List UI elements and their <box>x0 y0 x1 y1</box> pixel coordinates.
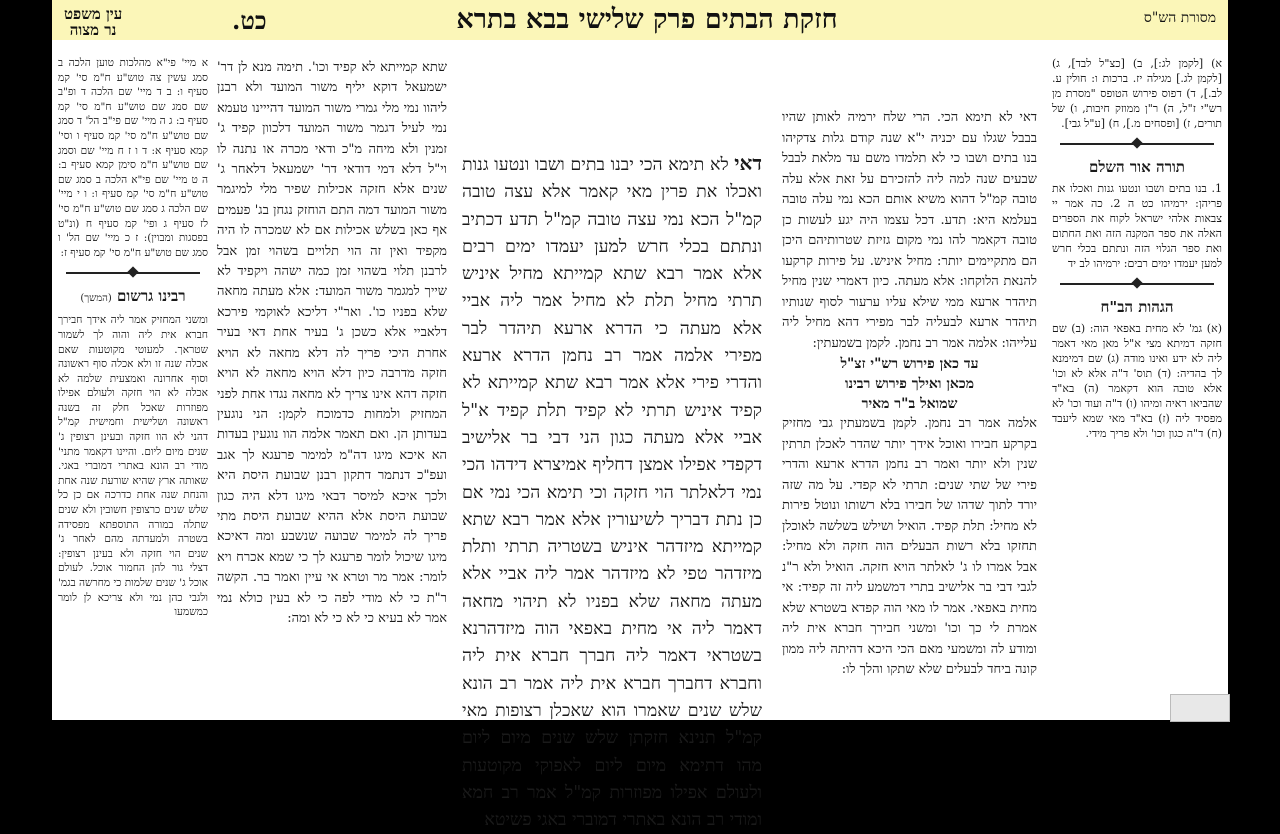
ein-mishpat-label: עין משפט <box>64 5 123 23</box>
gemara-column <box>462 150 762 834</box>
rabbenu-gershom-sub: (המשך) <box>80 293 112 305</box>
rashi-column <box>782 108 1037 681</box>
rabbenu-gershom-title-text: רבינו גרשום <box>117 287 186 306</box>
page-header <box>52 0 1228 40</box>
haggahot-title: הגהות הב"ח <box>1100 298 1174 316</box>
ornament-divider <box>1060 138 1214 150</box>
haggahot-text: (א) גמ' לא מחית באפאי הוה: (ב) שם חזקה דמיתא מצי א"ל מאן מאי דאמר ליה לא ידע ואינו מודה (ג) שם דמימנא לך בהדיה: (ד) תוס' ד"ה אלא לא וכו' אלא טובה הוא דקאמר (ה) בא"ד שהביאו ראיה ומיהו (ו) ד"ה ועוד וכו' לא מפסיד ליה (ז) בא"ד מאי שמא ליעבד (ח) ד"ה כגון וכו' ולא פריך מידי. <box>1052 322 1222 440</box>
torah-or-text: 1. בנו בתים ושבו ונטעו גנות ואכלו את פריהן: ירמיהו כט ה 2. כה אמר יי צבאות אלהי ישראל לקוח את הספרים האלה את ספר המקנה הזה ואת החתום ואת ספר הגלוי הזה ונתתם בכלי חרש למען יעמדו ימים רבים: ירמיהו לב יד <box>1052 182 1223 270</box>
ornament-divider <box>1060 278 1214 290</box>
tosafot-column <box>217 58 447 629</box>
masoret-hashas-label: מסורת הש"ס <box>1143 10 1216 26</box>
talmud-page <box>52 0 1228 831</box>
gemara-first-word: דאי <box>734 151 762 175</box>
left-margin-column <box>58 56 208 620</box>
rashi-end-title: עד כאן פירוש רש"י זצ"ל <box>840 356 979 372</box>
ein-mishpat-header <box>64 6 122 38</box>
ornament-divider <box>66 267 200 279</box>
rabbenu-gershom-title <box>58 286 208 309</box>
rabbenu-gershom-text: ומשני המחזיק אמר ליה אידך חבירך חברא אית ליה והוה לך לשמור שטראך. למעוטי מקוטעות שאם אכלה שנה זו ולא אכלה סוף ראשונה וסוף אחרונה ואמצעית שלמה לא אכלה לא הוי חזקה ולעולם אפילו מפוזרות שאכל חלק זה בשנה ראשונה ושלישית וחמישית קמ"ל דהני לא הוו חזקה ובעינן רצופין ג' שנים מיום ליום. והיינו דקאמר מתני' מודי רב הונא באתרי דמוברי באגי. שאותה ארץ שהיא שורעת שנה אחת והנחת שנה אחת כדרכה אם כן כל שלש שנים כרצופין חשובין ולא שנים שתלה במורה התוספתא מפסידה בשטרה ולמעדתה מהם לאחר ג' שנים הוי חזקה ולא בעינן רצופין: דצלי גור להן החמור אוכל. לעולם אוכל ג' שנים שלמות כי מחרשה בגמ' ולגבי כהן נמי ולא צריכא לן לומר כמשמעו <box>58 314 208 619</box>
gemara-text <box>462 150 762 834</box>
torah-or-title: תורה אור השלם <box>1089 158 1185 176</box>
tosafot-text: שתא קמייתא לא קפיד וכו'. תימה מנא לן דר' ישמעאל דוקא יליף משור המועד ולא רבנן ליהוו נמי מלי גמרי משור המועד דהייינו טעמא נמי לעיל דגמר משור המועד דלכוון קפיד ג' זמנין ולא מיחה מ"כ ודאי מכרה או נתנה לו וי"ל דלא דמי דודאי דר' ישמעאל דלאחר ג' שנים אלא חזקה אכילות שפיר מלי למיגמר משור המועד דמה התם הוחזק נגחן בג' פעמים אף כאן בשלש אכילות אם לא שמכרה לו היה מקפיד ואין זה הוי תלויים בשהוי זמן אבל לרבנן תלוי בשהוי זמן כמה ישהה ויקפיד לא שייך למגמר משור המועד: אלא מעתה מחאה שלא בפניו כו'. ואר"י דליכא לאוקמי פירכא דלאביי אלא כשכן ג' בעיר אחת דאי בעיר אחרת היכי פריך לה דלא מחאה לא הויא חזקה מדרבה כיון דלא הויא מחאה לא הויא חזקה דהא אינו צריך לא מחאה נגדו אחת לפני המחזיק ולמחות כדמוכח לקמן: הני נוגעין בעדותן הן. ואם תאמר אלמה הוו נוגעין בעדות הא איכא מיגו דה"מ למימר פרעגא לך אגב ועפ"כ דנתמר דתקון רבנן שבועת היסת היא ולכך איכא למיסר דבאי מיגו דלא היה כגון שבועת היסת אלא ההיא שבועת היסת מתי פריך לה למימר שבועה שנשבע ומה דאיכא מיגו שיכול לומר פרעגא לך כי שמא אכרח ויא לומר: אמר מר וטרא אי עיין ואמר בר. הקשה ר"ת כי לא מודי לפה כי לא בעין כולא נמי אמר לא בעיא כי לא כי לא ומה: <box>217 60 447 626</box>
masoret-text: א) [לקמן לג:], ב) [כצ"ל לבד], ג) [לקמן לג.] מגילה יז. ברכות ו: חולין ע. לב.], ד) דפוס פירוש הטופס "מסרת מן רש"י ז"ל, ה) ר"ן ממוזק חיבות, ו) של תורים, ז) [ופסחים מ.], ח) [ע"ל גבי]. <box>1052 57 1222 130</box>
rashi-text: דאי לא תימא הכי. הרי שלח ירמיה לאותן שהיו בבבל שגלו עם יכניה י"א שנה קודם גלות צדקיהו בנו בתים ושבו כי לא תלמדו משם עד מלאת לבבל שבעים שנה למה ליה להזכירם על זאת אלא עלה טובה קמ"ל דהוא משיא אותם הכא נמי עלה טובה בעלמא היא: תדע. דכל עצמו היה יגע לעשות כן טובה דקאמר להו נמי מקום גזיזת שטרותיהם היכן הם מתקיימים יותר: מחיל איניש. על פירות קרקעו להנאת הלוקחו: אלא מעתה. כיון דאמרי שנין מחיל תיהדר ארעא ממי שילא עליו ערעור לסוף שנותיו תיהדר ארעא לבעליה לבר מפירי דהא מחיל ליה עלייהו: אלמה אמר רב נחמן. לקמן בשמעתין: <box>782 110 1037 351</box>
rashbam-text: אלמה אמר רב נחמן. לקמן בשמעתין גבי מחזיק בקרקע חבירו ואוכל אידך יותר שהדר לאכלן תרתין שנין ולא יותר ואמר רב נחמן הדרא ארעא והדרי פירי של שתי שנים: תרתי לא קפדי. על מה שזה יורד לתוך שדהו של חבירו בלא רשותו ונוטל פירות לא מחיל: תלת קפיד. הואיל ושילש בשלשה לאוכלן תחזקו בלא רשות הבעלים הוה חזקה ולא מחיל: אבל אמרו לו ג' לאלתר הויא חזקה. הואיל ולא ר"נ לגבי דבי בר אלישיב בתרי דמשמע ליה זה קפיד: אי מחית באפאי. אמר לו מאי הוה קפדא בשטרא שלא אמרת לי כך וכו' ומשני חבירך חברא אית ליה ומודע לה ומשמעי מאם הכי היכא דהיתה ליה ממון קונה ביחד לבעלים שלא שתקו והלך לו: <box>782 416 1037 677</box>
corner-box <box>1170 694 1230 722</box>
rashbam-title-1: מכאן ואילך פירוש רבינו <box>844 376 975 392</box>
page-title: חזקת הבתים פרק שלישי בבא בתרא <box>456 4 838 35</box>
right-margin-column <box>1052 56 1222 441</box>
ein-mishpat-text: א מיי' פי"א מהלכות טוען הלכה ב סמג עשין צה טוש"ע ח"מ סי' קמ סעיף ו: ב ד מיי' שם הלכה ד ופ"ב שם סמג שם טוש"ע ח"מ סי' קמ סעיף ב: ג ה מיי' שם פי"ב הל' ד סמג שם טוש"ע ח"מ סי' קמ סעיף ו וסי' קמא סעיף א: ד ו ז ח מיי' שם וסמג שם טוש"ע ח"מ סימן קמא סעיף ב: ה ט מיי' שם פי"א הלכה ב סמג שם טוש"ע ח"מ סי' קמ סעיף ו: ו י מיי' שם הלכה ג סמג שם טוש"ע ח"מ סי' לז סעיף ג ופי' קמ סעיף ח (ונ"ט בפסגות ומבוין): ז כ מיי' שם הל' ו סמג שם טוש"ע ח"מ סי' קמ סעיף ז: <box>58 57 208 259</box>
daf-number: כט. <box>232 6 267 35</box>
gemara-body: לא תימא הכי יבנו בתים ושבו ונטעו גנות ואכלו את פרין מאי קאמר אלא עצה טובה קמ"ל הכא נמי עצה טובה קמ"ל תדע דכתיב ונתתם בכלי חרש למען יעמדו ימים רבים אלא אמר רבא שתא קמייתא מחיל איניש תרתי מחיל תלת לא מחיל אמר ליה אביי אלא מעתה כי הדרא ארעא תיהדר לבר מפירי אלמה אמר רב נחמן הדרא ארעא והדרי פירי אלא אמר רבא שתא קמייתא לא קפיד איניש תרתי לא קפיד תלת קפיד א"ל אביי אלא מעתה כגון הני דבי בר אלישיב דקפדי אפילו אמצן דחליף אמיצרא דידהו הכי נמי דלאלתר הוי חזקה וכי תימא הכי נמי אם כן נתת דבריך לשיעורין אלא אמר רבא שתא קמייתא מיזדהר איניש בשטריה תרתי ותלת מיזדהר טפי לא מיזדהר אמר ליה אביי אלא מעתה מחאה שלא בפניו לא תיהוי מחאה דאמר ליה אי מחית באפאי הוה מיזדהרנא בשטראי דאמר ליה חברך חברא אית ליה וחברא דחברך חברא אית ליה אמר רב הונא שלש שנים שאמרו הוא שאכלן רצופות מאי קמ"ל תנינא חזקתן שלש שנים מיום ליום מהו דתימא מיום ליום לאפוקי מקוטעות ולעולם אפילו מפוזרות קמ"ל אמר רב חמא ומודי רב הונא באתרי דמוברי באגי פשיטא <box>462 155 762 831</box>
ner-mitzvah-label: נר מצוה <box>69 21 117 39</box>
rashbam-title-2: שמואל ב"ר מאיר <box>861 396 958 412</box>
